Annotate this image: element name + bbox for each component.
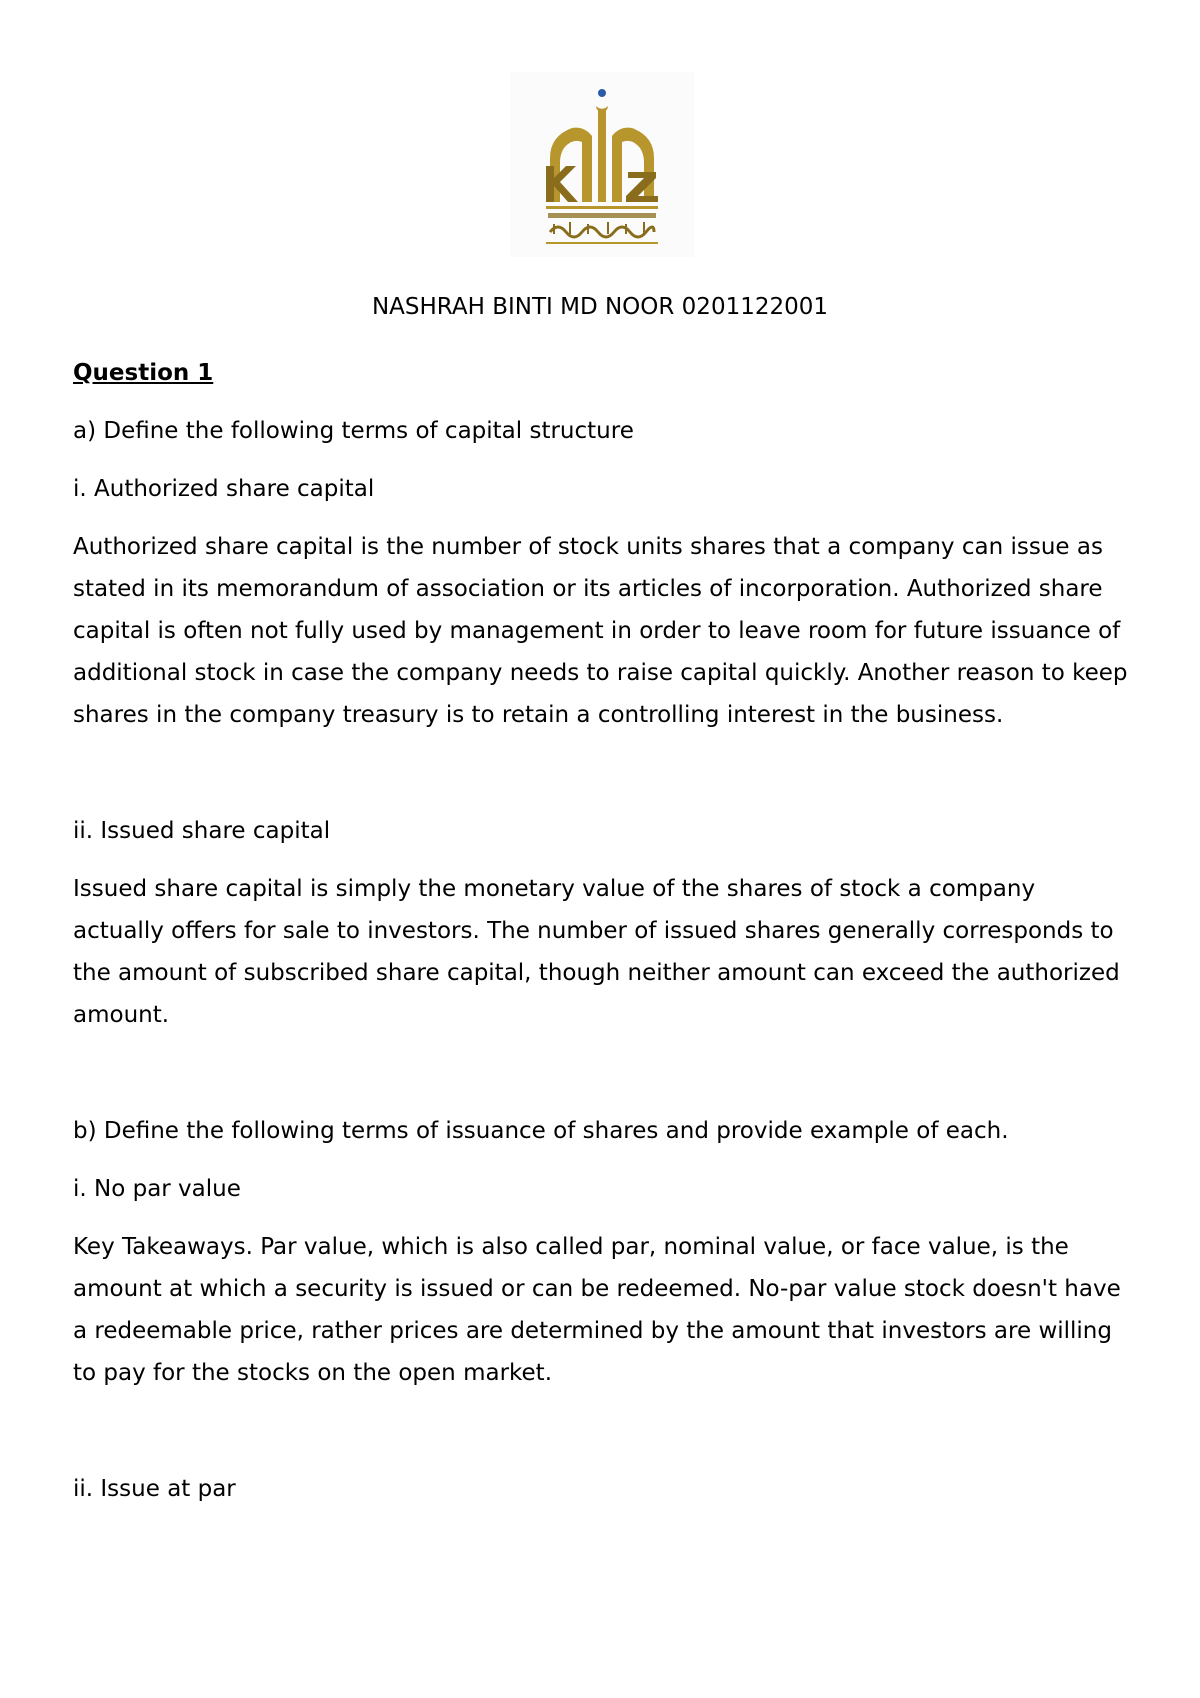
part-b-prompt: b) Define the following terms of issuance of shares and provide example of each.: [73, 1118, 1009, 1144]
part-a-ii-body: Issued share capital is simply the monetary value of the shares of stock a company actually offers for sale to investors. The number of issued shares generally corresponds to the amount of subscribed share capital, though neither amount can exceed the authorized amount.: [73, 876, 1120, 1028]
crest-icon: [510, 72, 694, 257]
university-crest-logo: [510, 72, 694, 257]
part-a-i-body: Authorized share capital is the number of stock units shares that a company can issue as stated in its memorandum of association or its articles of incorporation. Authorized share capital is often not fully used by management in order to leave room for future issuance of additional stock in case the company needs to raise capital quickly. Another reason to keep shares in the company treasury is to retain a controlling interest in the business.: [73, 534, 1128, 728]
question-title: Question 1: [73, 360, 214, 386]
spacer: [73, 1052, 1133, 1110]
part-b-i-body: Key Takeaways. Par value, which is also called par, nominal value, or face value, is the amount at which a security is issued or can be redeemed. No-par value stock doesn't have a redeemable price, rather prices are determined by the amount that investors are willing to pay for the stocks on the open market.: [73, 1234, 1121, 1386]
part-b-i-heading: i. No par value: [73, 1176, 241, 1202]
spacer: [73, 1410, 1133, 1468]
part-a-prompt: a) Define the following terms of capital structure: [73, 418, 634, 444]
student-name-id: NASHRAH BINTI MD NOOR 0201122001: [371, 294, 829, 320]
part-a-i-heading: i. Authorized share capital: [73, 476, 375, 502]
part-b-ii-heading: ii. Issue at par: [73, 1476, 236, 1502]
part-a-ii-heading: ii. Issued share capital: [73, 818, 331, 844]
spacer: [73, 752, 1133, 810]
document-body: [73, 352, 1133, 1526]
